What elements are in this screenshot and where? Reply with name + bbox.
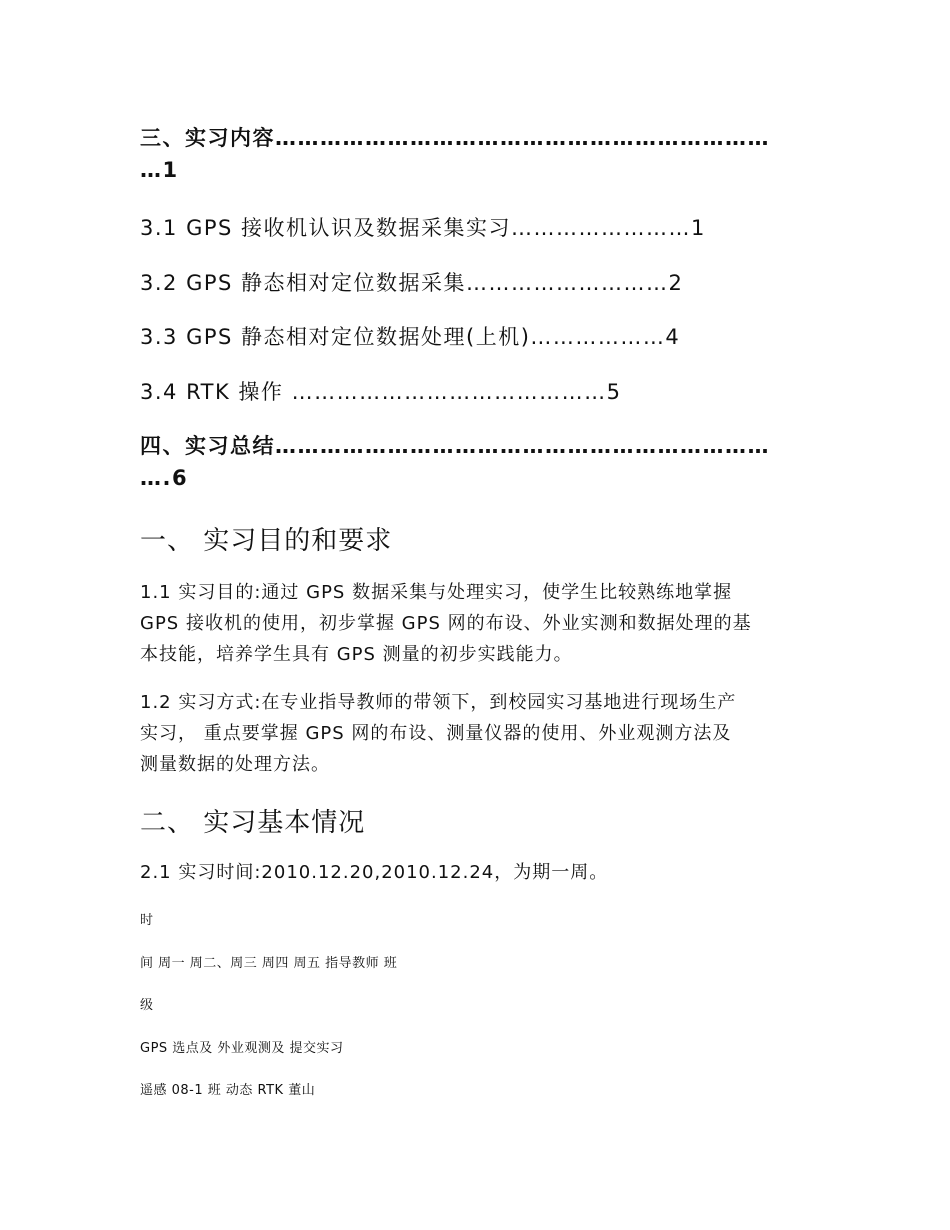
toc-entry-3-4: 3.4 RTK 操作 ……………………………………5 (140, 380, 622, 404)
table-fragment-row: GPS 选点及 外业观测及 提交实习 (140, 1041, 344, 1056)
toc-entry-summary: 四、实习总结………………………………………………………… (140, 434, 770, 458)
toc-entry-3-3: 3.3 GPS 静态相对定位数据处理(上机)………………4 (140, 325, 681, 349)
paragraph-method (140, 687, 820, 780)
table-fragment-row: 间 周一 周二、周三 周四 周五 指导教师 班 (140, 956, 398, 971)
table-fragment-row: 遥感 08-1 班 动态 RTK 董山 (140, 1083, 316, 1098)
section-heading-basic-info: 二、 实习基本情况 (140, 808, 366, 838)
paragraph-purpose (140, 577, 820, 670)
toc-entry-summary-page: ….6 (140, 466, 189, 490)
toc-entry-3-1: 3.1 GPS 接收机认识及数据采集实习……………………1 (140, 216, 706, 240)
section-heading-objectives: 一、 实习目的和要求 (140, 526, 393, 556)
paragraph-line: 实习， 重点要掌握 GPS 网的布设、测量仪器的使用、外业观测方法及 (140, 723, 732, 744)
paragraph-line: 本技能，培养学生具有 GPS 测量的初步实践能力。 (140, 644, 573, 665)
paragraph-line: GPS 接收机的使用，初步掌握 GPS 网的布设、外业实测和数据处理的基 (140, 613, 752, 634)
paragraph-line: 1.2 实习方式:在专业指导教师的带领下，到校园实习基地进行现场生产 (140, 692, 737, 713)
toc-entry-practice-content-page: …1 (140, 158, 179, 182)
table-fragment-row: 时 (140, 913, 154, 928)
paragraph-line: 测量数据的处理方法。 (140, 754, 330, 775)
paragraph-line: 1.1 实习目的:通过 GPS 数据采集与处理实习，使学生比较熟练地掌握 (140, 582, 733, 603)
toc-entry-practice-content: 三、实习内容………………………………………………………… (140, 126, 770, 150)
table-fragment-row: 级 (140, 998, 154, 1013)
toc-entry-3-2: 3.2 GPS 静态相对定位数据采集………………………2 (140, 271, 684, 295)
paragraph-practice-time: 2.1 实习时间:2010.12.20,2010.12.24，为期一周。 (140, 862, 609, 883)
